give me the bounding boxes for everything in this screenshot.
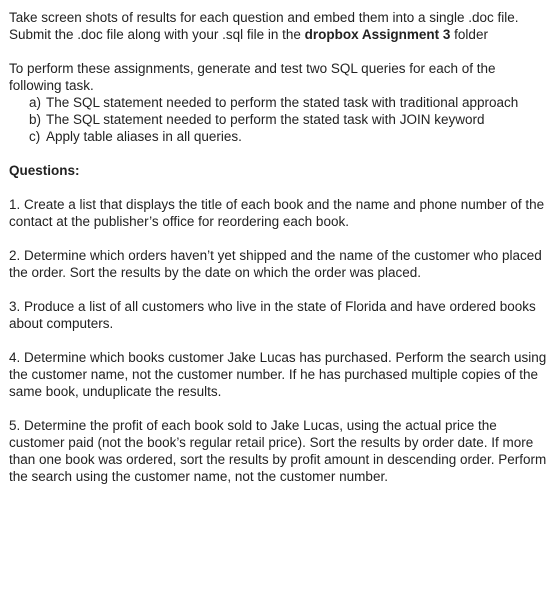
spacer bbox=[9, 179, 549, 196]
task-item bbox=[9, 94, 549, 111]
spacer bbox=[9, 43, 549, 60]
dropbox-label: dropbox Assignment 3 bbox=[304, 27, 451, 42]
task-intro: To perform these assignments, generate and test two SQL queries for each of the following task. bbox=[9, 61, 496, 93]
submission-instructions bbox=[9, 9, 549, 43]
task-text: The SQL statement needed to perform the stated task with JOIN keyword bbox=[46, 112, 485, 127]
question-3: 3. Produce a list of all customers who live in the state of Florida and have ordered books about computers. bbox=[9, 299, 536, 331]
spacer bbox=[9, 145, 549, 162]
task-text: The SQL statement needed to perform the stated task with traditional approach bbox=[46, 95, 519, 110]
question-list bbox=[9, 196, 549, 485]
question-5: 5. Determine the profit of each book sold to Jake Lucas, using the actual price the customer paid (not the book’s regular retail price). Sort the results by order date. If more than one book was ordered, sort the results by profit amount in descending order. Perform the search using the customer name, not the customer number. bbox=[9, 418, 547, 484]
task-item bbox=[9, 111, 549, 128]
task-marker: c) bbox=[29, 129, 41, 144]
task-text: Apply table aliases in all queries. bbox=[46, 129, 242, 144]
task-list bbox=[9, 94, 549, 145]
question-2: 2. Determine which orders haven’t yet shipped and the name of the customer who placed the order. Sort the results by the date on which the order was placed. bbox=[9, 248, 542, 280]
task-marker: a) bbox=[29, 95, 42, 110]
task-marker: b) bbox=[29, 112, 42, 127]
questions-heading: Questions: bbox=[9, 163, 80, 178]
question-1: 1. Create a list that displays the title of each book and the name and phone number of the contact at the publisher’s office for reordering each book. bbox=[9, 197, 545, 229]
assignment-document bbox=[9, 9, 549, 485]
instructions-intro-end: folder bbox=[450, 27, 488, 42]
task-item bbox=[9, 128, 549, 145]
question-4: 4. Determine which books customer Jake Lucas has purchased. Perform the search using the customer name, not the customer number. If he has purchased multiple copies of the same book, unduplicate the results. bbox=[9, 350, 547, 399]
instructions-intro: Take screen shots of results for each question and embed them into a single .doc file. Submit the .doc file along with your .sql file in the bbox=[9, 10, 519, 42]
